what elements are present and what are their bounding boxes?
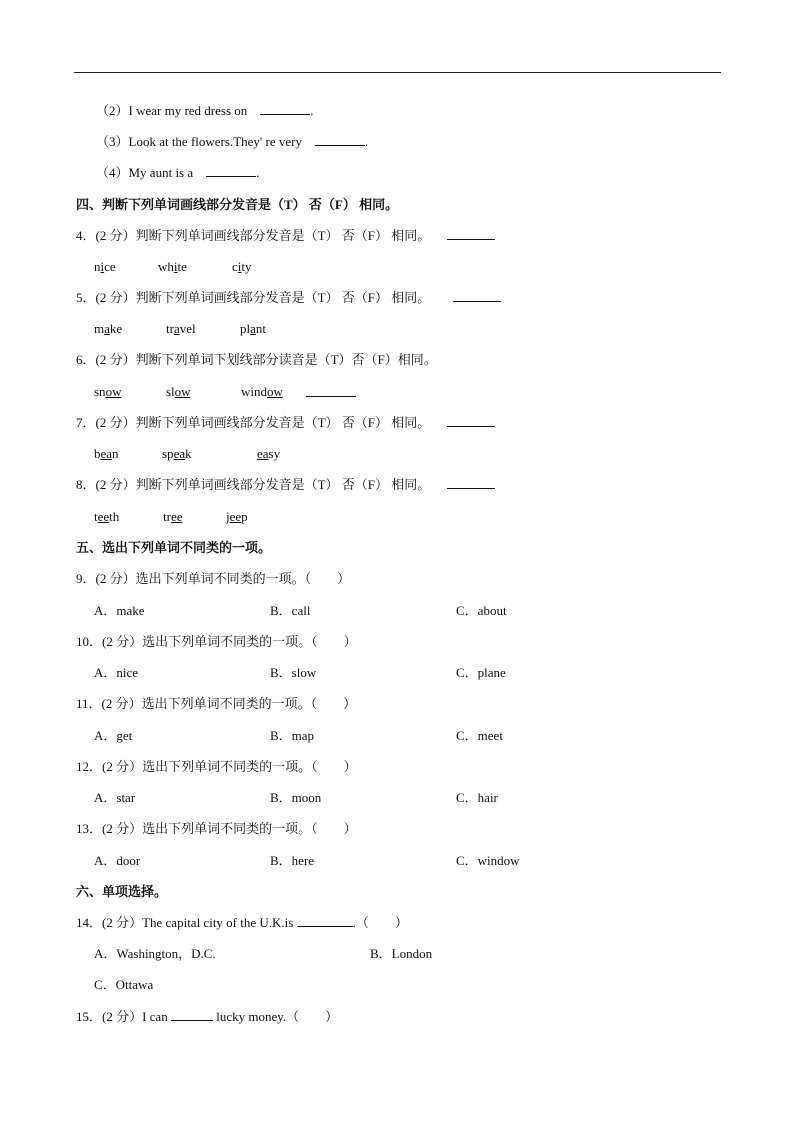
option-b: B．here	[270, 853, 315, 868]
option-c: C．hair	[456, 790, 498, 805]
question-5: 5．(2 分）判断下列单词画线部分发音是（T） 否（F） 相同。	[76, 290, 501, 306]
word: city	[232, 259, 252, 274]
question-10: 10．(2 分）选出下列单词不同类的一项。（ ）	[76, 634, 357, 649]
word: slow	[166, 384, 191, 399]
word: travel	[166, 321, 196, 336]
word: bean	[94, 446, 119, 461]
word: jeep	[226, 509, 248, 524]
word: plant	[240, 321, 267, 336]
answer-blank	[297, 915, 353, 927]
answer-blank	[260, 103, 310, 115]
question-7: 7．(2 分）判断下列单词画线部分发音是（T） 否（F） 相同。	[76, 415, 495, 431]
question-9: 9．(2 分）选出下列单词不同类的一项。（ ）	[76, 571, 351, 586]
option-b: B．map	[270, 728, 315, 743]
option-b: B．call	[270, 603, 311, 618]
option-a: A．make	[94, 603, 145, 618]
option-b: B．slow	[270, 665, 317, 680]
word: nice	[94, 259, 116, 274]
option-c: C．meet	[456, 728, 503, 743]
question-15: 15．(2 分）I can lucky money.（ ）	[76, 1009, 339, 1024]
fill-question-4: （4）My aunt is a .	[96, 165, 260, 180]
fill-question-2: （2）I wear my red dress on .	[96, 103, 314, 118]
option-b: B．London	[370, 946, 433, 961]
word: teeth	[94, 509, 120, 524]
option-c: C．window	[456, 853, 520, 868]
word: window	[241, 384, 283, 399]
question-14: 14．(2 分）The capital city of the U.K.is .（ ）	[76, 915, 408, 930]
answer-blank	[453, 290, 501, 302]
section-4-title: 四、判断下列单词画线部分发音是（T） 否（F） 相同。	[76, 197, 399, 212]
question-13: 13．(2 分）选出下列单词不同类的一项。（ ）	[76, 821, 357, 836]
word: snow	[94, 384, 122, 399]
option-b: B．moon	[270, 790, 322, 805]
option-c: C．Ottawa	[94, 977, 154, 992]
word: easy	[257, 446, 281, 461]
answer-blank	[206, 165, 256, 177]
header-rule	[74, 72, 721, 73]
option-a: A．star	[94, 790, 136, 805]
word: speak	[162, 446, 192, 461]
option-a: A．nice	[94, 665, 139, 680]
answer-blank	[306, 385, 356, 397]
option-a: A．get	[94, 728, 133, 743]
word: tree	[163, 509, 183, 524]
answer-blank	[447, 228, 495, 240]
question-6: 6．(2 分）判断下列单词下划线部分读音是（T）否（F）相同。	[76, 352, 437, 367]
answer-blank	[315, 134, 365, 146]
question-12: 12．(2 分）选出下列单词不同类的一项。（ ）	[76, 759, 357, 774]
word: white	[158, 259, 187, 274]
answer-blank	[171, 1009, 213, 1021]
answer-blank	[447, 415, 495, 427]
question-4: 4．(2 分）判断下列单词画线部分发音是（T） 否（F） 相同。	[76, 228, 495, 244]
word: make	[94, 321, 123, 336]
option-c: C．about	[456, 603, 507, 618]
option-a: A．door	[94, 853, 141, 868]
section-6-title: 六、单项选择。	[76, 884, 168, 899]
answer-blank	[447, 477, 495, 489]
option-a: A．Washington，D.C.	[94, 946, 216, 961]
option-c: C．plane	[456, 665, 506, 680]
question-11: 11．(2 分）选出下列单词不同类的一项。（ ）	[76, 696, 357, 711]
section-5-title: 五、选出下列单词不同类的一项。	[76, 540, 272, 555]
fill-question-3: （3）Look at the flowers.They' re very .	[96, 134, 369, 149]
question-8: 8．(2 分）判断下列单词画线部分发音是（T） 否（F） 相同。	[76, 477, 495, 493]
